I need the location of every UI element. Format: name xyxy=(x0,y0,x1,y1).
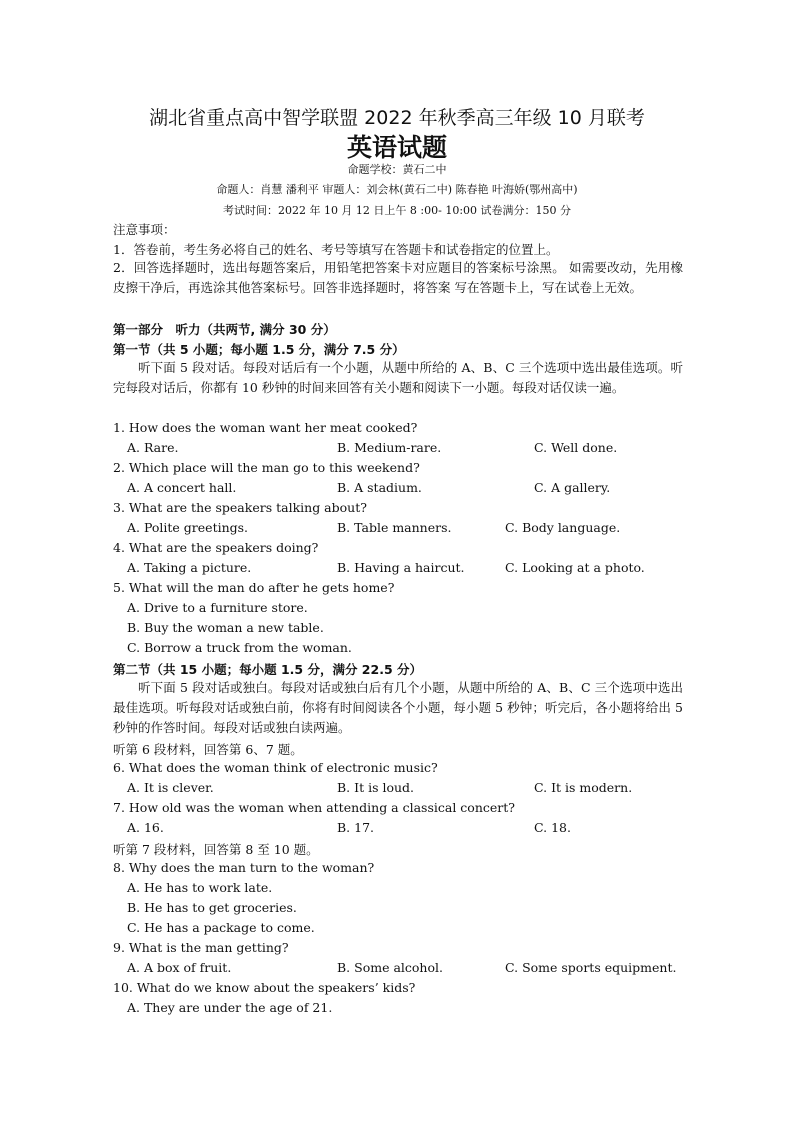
option-b: B. Medium-rare. xyxy=(337,440,442,455)
option-c: C. Looking at a photo. xyxy=(505,560,645,575)
option-b: B. It is loud. xyxy=(337,780,415,795)
note-item-2: 2．回答选择题时，选出每题答案后，用铅笔把答案卡对应题目的答案标号涂黑。 如需要改动，先用橡皮擦干净后，再选涂其他答案标号。回答非选择题时，将答案 写在答题卡上，写在试卷上无效。 xyxy=(113,260,683,295)
option-a: A. Polite greetings. xyxy=(127,520,249,535)
option-c: C. Body language. xyxy=(505,520,621,535)
option-a: A. Taking a picture. xyxy=(127,560,252,575)
option-a: A. A box of fruit. xyxy=(127,960,232,975)
question-stem: 4. What are the speakers doing? xyxy=(113,540,319,555)
section2-heading: 第二节（共 15 小题；每小题 1.5 分，满分 22.5 分） xyxy=(113,662,422,677)
notes-heading: 注意事项： xyxy=(113,222,176,237)
option-c: C. 18. xyxy=(534,820,571,835)
option-a: A. A concert hall. xyxy=(127,480,237,495)
question-stem: 10. What do we know about the speakers’ kids? xyxy=(113,980,416,995)
option-b: B. Buy the woman a new table. xyxy=(127,620,324,635)
note-item-1: 1．答卷前，考生务必将自己的姓名、考号等填写在答题卡和试卷指定的位置上。 xyxy=(113,242,559,257)
option-b: B. 17. xyxy=(337,820,375,835)
option-b: B. Some alcohol. xyxy=(337,960,443,975)
section1-heading: 第一节（共 5 小题；每小题 1.5 分，满分 7.5 分） xyxy=(113,342,405,357)
option-b: B. He has to get groceries. xyxy=(127,900,297,915)
option-c: C. It is modern. xyxy=(534,780,633,795)
authors-line: 命题人：肖慧 潘利平 审题人：刘会林(黄石二中) 陈春艳 叶海娇(鄂州高中) xyxy=(216,183,578,196)
option-c: C. Well done. xyxy=(534,440,618,455)
section1-instructions: 听下面 5 段对话。每段对话后有一个小题，从题中所给的 A、B、C 三个选项中选出最佳选项。听完每段对话后，你都有 10 秒钟的时间来回答有关小题和阅读下一小题。每段对话仅读一遍。 xyxy=(113,360,683,395)
material-7-instruction: 听第 7 段材料，回答第 8 至 10 题。 xyxy=(113,842,319,857)
option-a: A. Drive to a furniture store. xyxy=(127,600,308,615)
question-stem: 1. How does the woman want her meat cooked? xyxy=(113,420,418,435)
subject-title: 英语试题 xyxy=(346,133,447,162)
question-stem: 3. What are the speakers talking about? xyxy=(113,500,367,515)
question-stem: 9. What is the man getting? xyxy=(113,940,289,955)
option-a: A. Rare. xyxy=(127,440,179,455)
section2-instructions: 听下面 5 段对话或独白。每段对话或独白后有几个小题，从题中所给的 A、B、C 三个选项中选出最佳选项。听每段对话或独白前，你将有时间阅读各个小题，每小题 5 秒钟；听完后，各小题将给出 5 秒钟的作答时间。每段对话或独白读两遍。 xyxy=(113,680,683,735)
option-b: B. Having a haircut. xyxy=(337,560,465,575)
question-stem: 7. How old was the woman when attending a classical concert? xyxy=(113,800,515,815)
material-6-instruction: 听第 6 段材料，回答第 6、7 题。 xyxy=(113,742,303,757)
option-b: B. A stadium. xyxy=(337,480,422,495)
question-stem: 6. What does the woman think of electronic music? xyxy=(113,760,438,775)
question-stem: 8. Why does the man turn to the woman? xyxy=(113,860,375,875)
question-stem: 2. Which place will the man go to this weekend? xyxy=(113,460,420,475)
setting-school: 命题学校：黄石二中 xyxy=(347,163,447,176)
option-a: A. 16. xyxy=(127,820,164,835)
exam-title: 湖北省重点高中智学联盟 2022 年秋季高三年级 10 月联考 xyxy=(149,107,645,129)
option-c: C. Some sports equipment. xyxy=(505,960,677,975)
option-a: A. They are under the age of 21. xyxy=(127,1000,333,1015)
option-b: B. Table manners. xyxy=(337,520,452,535)
question-stem: 5. What will the man do after he gets home? xyxy=(113,580,395,595)
part1-heading: 第一部分 听力（共两节, 满分 30 分） xyxy=(113,322,336,337)
option-a: A. He has to work late. xyxy=(127,880,273,895)
option-c: C. He has a package to come. xyxy=(127,920,315,935)
option-a: A. It is clever. xyxy=(127,780,214,795)
option-c: C. A gallery. xyxy=(534,480,611,495)
exam-info: 考试时间：2022 年 10 月 12 日上午 8 :00- 10:00 试卷满分：150 分 xyxy=(222,204,572,217)
option-c: C. Borrow a truck from the woman. xyxy=(127,640,352,655)
